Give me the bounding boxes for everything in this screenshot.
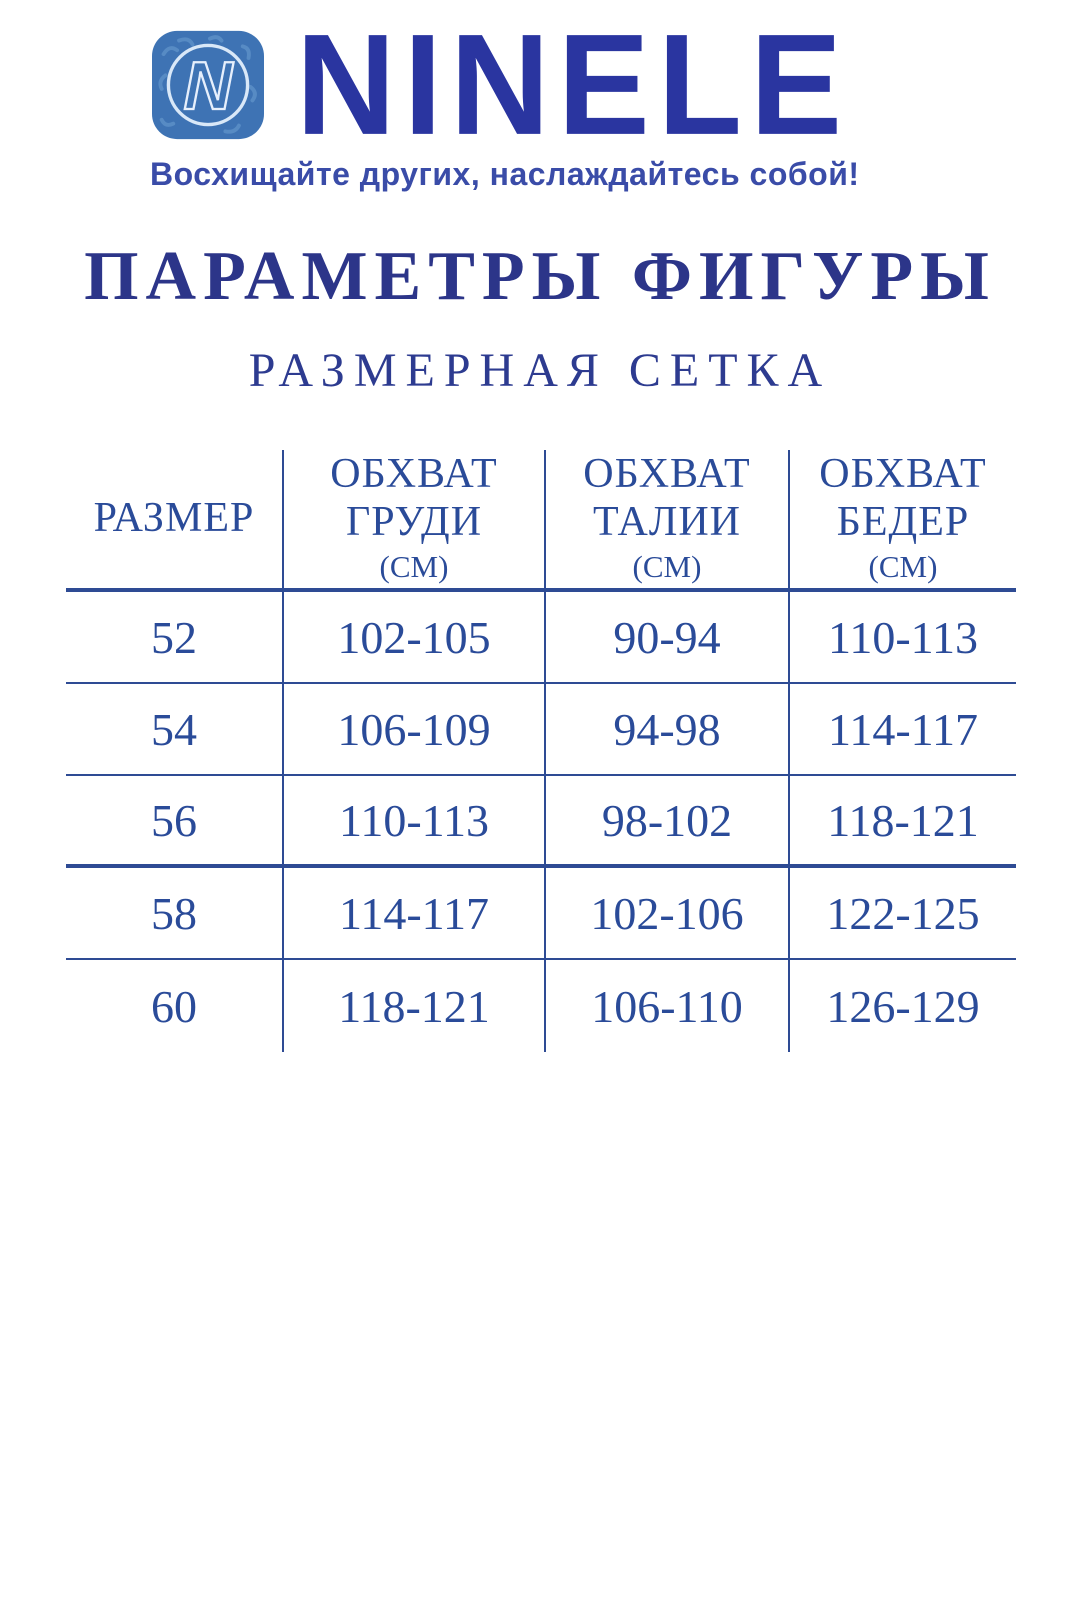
table-cell-waist: 102-106 [546,868,790,960]
table-cell-hips: 114-117 [790,684,1016,776]
column-header-unit: (СМ) [632,549,702,585]
column-header-unit: (СМ) [379,549,449,585]
table-cell-chest: 110-113 [284,776,546,868]
page-subtitle: РАЗМЕРНАЯ СЕТКА [248,344,832,397]
column-header-size [66,450,284,592]
table-cell-hips: 118-121 [790,776,1016,868]
table-cell-size: 56 [66,776,284,868]
table-cell-waist: 98-102 [546,776,790,868]
brand-header [150,4,1080,166]
table-cell-size: 60 [66,960,284,1052]
column-header-text: ОБХВАТ [583,451,751,498]
column-header-chest [284,450,546,592]
logo-n-glyph: N [183,49,233,125]
column-header-text: РАЗМЕР [93,495,255,542]
page-title: ПАРАМЕТРЫ ФИГУРЫ [84,238,996,315]
column-header-text: ОБХВАТ [819,451,987,498]
table-cell-waist: 106-110 [546,960,790,1052]
column-header-unit: (СМ) [868,549,938,585]
table-cell-waist: 94-98 [546,684,790,776]
table-cell-chest: 114-117 [284,868,546,960]
column-header-text: БЕДЕР [836,498,970,545]
brand-tagline: Восхищайте других, наслаждайтесь собой! [150,156,860,192]
table-cell-hips: 126-129 [826,980,980,1032]
table-cell-chest: 118-121 [284,960,546,1052]
column-header-waist [546,450,790,592]
table-cell-chest: 106-109 [284,684,546,776]
table-cell-waist: 90-94 [546,592,790,684]
table-cell-size: 58 [66,868,284,960]
size-table [66,450,1016,1052]
table-cell-hips: 110-113 [790,592,1016,684]
table-cell-size: 54 [66,684,284,776]
table-cell-chest: 102-105 [284,592,546,684]
table-cell-hips: 122-125 [790,868,1016,960]
column-header-text: ТАЛИИ [592,498,742,545]
column-header-hips [790,450,1016,592]
column-header-text: ГРУДИ [345,498,483,545]
ninele-logo-icon [150,29,266,141]
table-cell-size: 52 [66,592,284,684]
brand-name: NINELE [296,4,851,166]
column-header-text: ОБХВАТ [330,451,498,498]
